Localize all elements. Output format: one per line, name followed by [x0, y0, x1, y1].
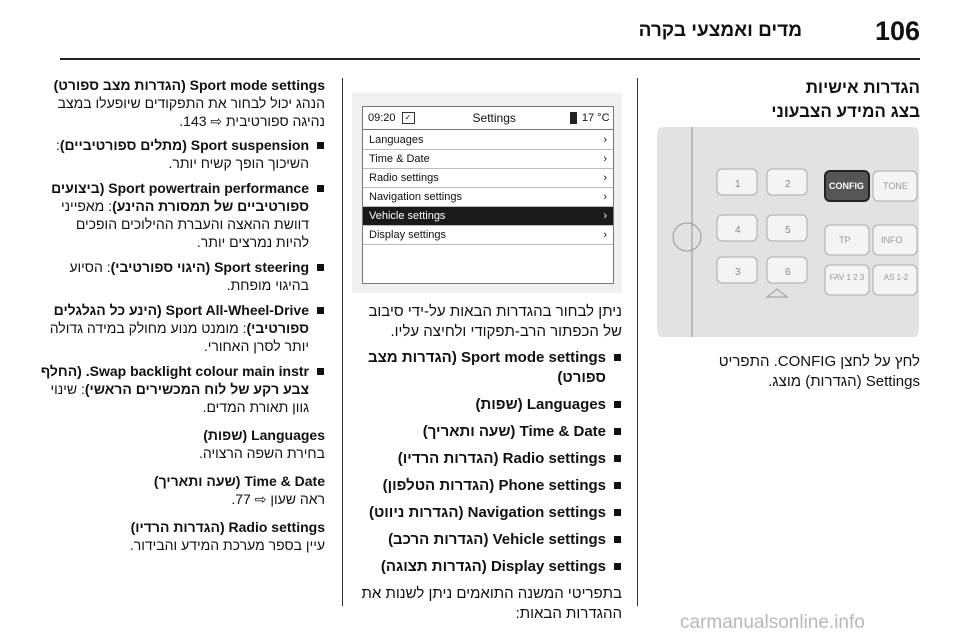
- column-right-text: [650, 352, 920, 398]
- page-title: מדים ואמצעי בקרה: [638, 20, 802, 41]
- temperature-icon: [570, 112, 577, 124]
- screen-temperature: 17 °C: [581, 112, 610, 124]
- console-button-5: 5: [785, 225, 791, 236]
- screen-title: Settings: [472, 111, 516, 125]
- list-item: Sport powertrain performance (ביצועים ספורטיביים של תמסורת ההינע): מאפייני דוושת ההאצה והעברת ההילוכים הופכים להיות נמרצים יותר.: [40, 179, 325, 251]
- column-divider: [637, 78, 638, 606]
- as-button: AS 1-2: [883, 273, 909, 282]
- radio-settings-title: Radio settings (הגדרות הרדיו): [130, 519, 325, 535]
- settings-screen-illustration: [352, 93, 622, 293]
- settings-instruction: Settings (הגדרות) מוצג.: [768, 373, 920, 390]
- list-item: Navigation settings (הגדרות ניווט): [352, 503, 622, 523]
- settings-list: [352, 348, 622, 577]
- console-illustration: [657, 127, 919, 337]
- column-left: [40, 76, 325, 560]
- screen-menu-item: Languages ›: [363, 131, 613, 150]
- chevron-right-icon: ›: [603, 210, 607, 222]
- list-item: Sport suspension (מתלים ספורטיביים): השיכוך הופך קשיח יותר.: [40, 136, 325, 172]
- radio-settings-text: עיין בספר מערכת המידע והבידור.: [129, 537, 325, 553]
- config-instruction: לחץ על לחצן CONFIG. התפריט: [718, 353, 920, 370]
- console-button-4: 4: [735, 225, 741, 236]
- tp-button: TP: [839, 235, 851, 245]
- console-button-6: 6: [785, 267, 791, 278]
- info-button: INFO: [881, 235, 903, 245]
- config-button: CONFIG: [829, 181, 864, 191]
- header-rule: [60, 58, 920, 60]
- list-item: Sport All-Wheel-Drive (הינע כל הגלגלים ספורטיבי): מומנט מנוע מחולק במידה גדולה יותר לסרן האחורי.: [40, 301, 325, 355]
- tone-button: TONE: [883, 181, 908, 191]
- languages-title: Languages (שפות): [203, 427, 325, 443]
- column-divider: [342, 78, 343, 606]
- sport-mode-title: Sport mode settings (הגדרות מצב ספורט): [53, 77, 325, 93]
- intro-text: ניתן לבחור בהגדרות הבאות על-ידי סיבוב של הכפתור הרב-תפקודי ולחיצה עליו.: [368, 303, 622, 340]
- list-item: Languages (שפות): [352, 395, 622, 415]
- section-heading: הגדרות אישיות בצג המידע הצבעוני: [771, 78, 920, 121]
- list-item: Display settings (הגדרות תצוגה): [352, 557, 622, 577]
- screen-menu-item: Time & Date ›: [363, 150, 613, 169]
- console-button-1: 1: [735, 179, 741, 190]
- screen-time: 09:20: [368, 112, 396, 124]
- screen-menu-item-selected: Vehicle settings ›: [363, 207, 613, 226]
- screen-menu-item: Radio settings ›: [363, 169, 613, 188]
- list-item: Radio settings (הגדרות הרדיו): [352, 449, 622, 469]
- screen-menu-item: Navigation settings ›: [363, 188, 613, 207]
- chevron-right-icon: ›: [603, 153, 607, 165]
- watermark: carmanualsonline.info: [680, 612, 865, 633]
- page-number: 106: [874, 16, 920, 46]
- list-item: Swap backlight colour main instr. (החלף צבע רקע של לוח המכשירים הראשי): שינוי גוון תאורת המדים.: [40, 362, 325, 416]
- sport-options-list: [40, 136, 325, 416]
- console-button-2: 2: [785, 179, 791, 190]
- time-date-title: Time & Date (שעה ותאריך): [153, 473, 325, 489]
- list-item: Vehicle settings (הגדרות הרכב): [352, 530, 622, 550]
- sport-mode-text: הנהג יכול לבחור את התפקודים שיופעלו במצב נהיגה ספורטיבית ⇨ 143.: [57, 95, 325, 129]
- chevron-right-icon: ›: [603, 191, 607, 203]
- page-header: [60, 14, 920, 54]
- clock-icon: ✓: [402, 112, 415, 124]
- screen-menu-item: Display settings ›: [363, 226, 613, 245]
- time-date-text: ראה שעון ⇨ 77.: [231, 491, 325, 507]
- list-item: Phone settings (הגדרות הטלפון): [352, 476, 622, 496]
- outro-text: בתפריטי המשנה התואמים ניתן לשנות את ההגדרות הבאות:: [361, 585, 622, 622]
- display-screen: [362, 106, 614, 284]
- console-button-3: 3: [735, 267, 741, 278]
- chevron-right-icon: ›: [603, 229, 607, 241]
- list-item: Sport steering (היגוי ספורטיבי): הסיוע בהיגוי מופחת.: [40, 258, 325, 294]
- chevron-right-icon: ›: [603, 134, 607, 146]
- languages-text: בחירת השפה הרצויה.: [199, 445, 325, 461]
- list-item: Time & Date (שעה ותאריך): [352, 422, 622, 442]
- screen-status-bar: [363, 107, 613, 130]
- column-middle: [352, 302, 622, 630]
- chevron-right-icon: ›: [603, 172, 607, 184]
- fav-button: FAV 1 2 3: [829, 273, 865, 282]
- list-item: Sport mode settings (הגדרות מצב ספורט): [352, 348, 622, 388]
